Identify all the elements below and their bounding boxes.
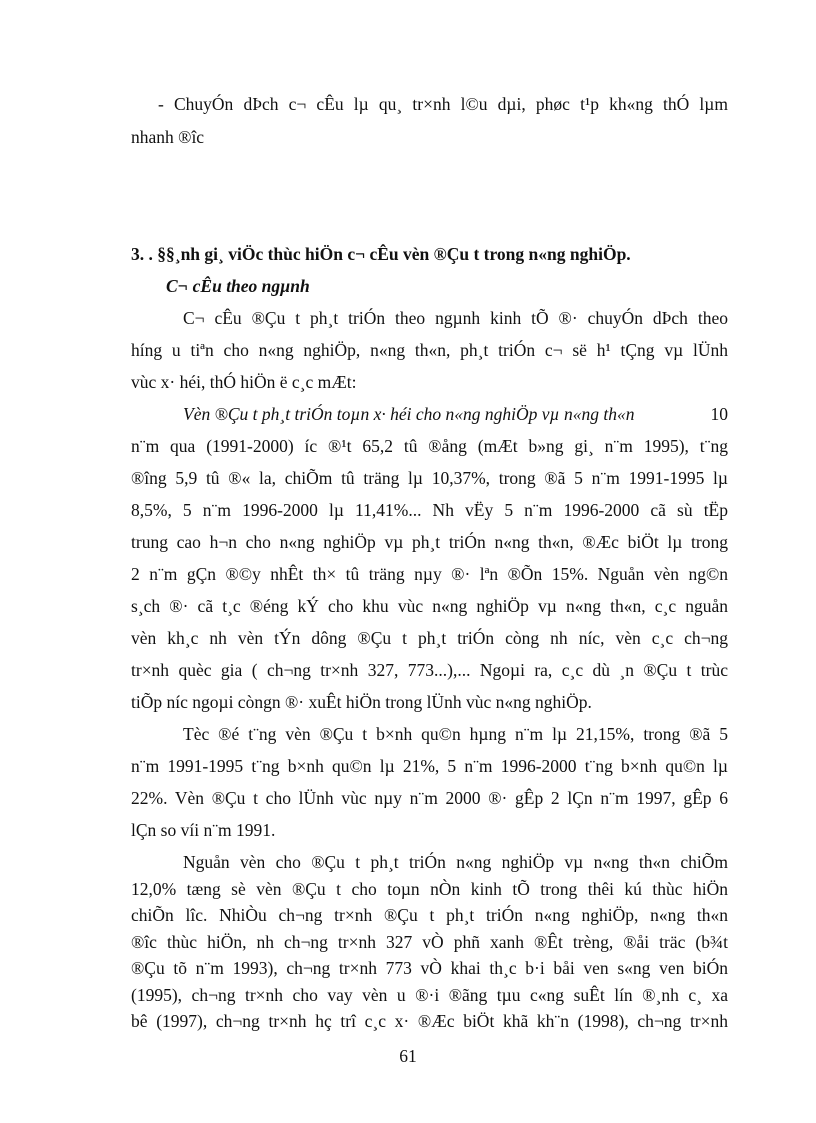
paragraph-line: ®îng 5,9 tû ®« la, chiÕm tû träng lµ 10,37%, trong ®ã 5 n¨m 1991-1995 lµ <box>131 468 728 488</box>
paragraph-line: n¨m 1991-1995 t¨ng b×nh qu©n lµ 21%, 5 n¨m 1996-2000 t¨ng b×nh qu©n lµ <box>131 756 728 776</box>
italic-lead: Vèn ®Çu t ph¸t triÓn toµn x· héi cho n«ng nghiÖp vµ n«ng th«n <box>183 404 635 424</box>
paragraph-line: n¨m qua (1991-2000) íc ®¹t 65,2 tû ®ång (mÆt b»ng gi¸ n¨m 1995), t¨ng <box>131 436 728 456</box>
paragraph-line: 12,0% tæng sè vèn ®Çu t cho toµn nÒn kinh tÕ trong thêi kú thùc hiÖn <box>131 878 728 899</box>
paragraph-line: 8,5%, 5 n¨m 1996-2000 lµ 11,41%... Nh vËy 5 n¨m 1996-2000 cã sù tËp <box>131 500 728 520</box>
paragraph-line: vùc x· héi, thÓ hiÖn ë c¸c mÆt: <box>131 372 357 392</box>
italic-lead-tail: 10 <box>710 404 728 424</box>
paragraph-line: s¸ch ®· cã t¸c ®éng kÝ cho khu vùc n«ng nghiÖp vµ n«ng th«n, c¸c nguån <box>131 596 728 616</box>
paragraph-line: ®îc thùc hiÖn, nh ch¬ng tr×nh 327 vÒ phñ xanh ®Êt trèng, ®åi träc (b¾t <box>131 931 728 952</box>
paragraph-line: 22%. Vèn ®Çu t cho lÜnh vùc nµy n¨m 2000 ®· gÊp 2 lÇn n¨m 1997, gÊp 6 <box>131 788 728 808</box>
intro-line-1: - ChuyÓn dÞch c¬ cÊu lµ qu¸ tr×nh l©u dµi, phøc t¹p kh«ng thÓ lµm <box>158 94 728 114</box>
paragraph-line: 2 n¨m gÇn ®©y nhÊt th× tû träng nµy ®· lªn ®Õn 15%. Nguån vèn ng©n <box>131 564 728 584</box>
paragraph-line: ®Çu tõ n¨m 1993), ch¬ng tr×nh 773 vÒ khai th¸c b·i båi ven s«ng ven biÓn <box>131 958 728 978</box>
paragraph-line: C¬ cÊu ®Çu t ph¸t triÓn theo ngµnh kinh tÕ ®· chuyÓn dÞch theo <box>183 308 728 328</box>
paragraph-line: trung cao h¬n cho n«ng nghiÖp vµ ph¸t triÓn n«ng th«n, ®Æc biÖt lµ trong <box>131 532 728 552</box>
section-heading: 3. . §§¸nh gi¸ viÖc thùc hiÖn c¬ cÊu vèn ®Çu t trong n«ng nghiÖp. <box>131 244 631 264</box>
paragraph-line: bê (1997), ch¬ng tr×nh hç trî c¸c x· ®Æc biÖt khã kh¨n (1998), ch¬ng tr×nh <box>131 1011 728 1031</box>
paragraph-line: híng u tiªn cho n«ng nghiÖp, n«ng th«n, ph¸t triÓn c¬ së h¹ tÇng vµ lÜnh <box>131 340 728 360</box>
paragraph-line: tr×nh quèc gia ( ch¬ng tr×nh 327, 773...),... Ngoµi ra, c¸c dù ¸n ®Çu t trùc <box>131 660 728 680</box>
paragraph-line: lÇn so víi n¨m 1991. <box>131 820 276 840</box>
paragraph-line: tiÕp níc ngoµi còngn ®· xuÊt hiÖn trong lÜnh vùc n«ng nghiÖp. <box>131 692 592 712</box>
paragraph-lead-line <box>183 404 728 425</box>
paragraph-line: Nguån vèn cho ®Çu t ph¸t triÓn n«ng nghiÖp vµ n«ng th«n chiÕm <box>183 852 728 872</box>
paragraph-line: (1995), ch¬ng tr×nh cho vay vèn u ®·i ®ãng tµu c«ng suÊt lín ®¸nh c¸ xa <box>131 984 728 1005</box>
section-subheading: C¬ cÊu theo ngµnh <box>166 276 310 296</box>
intro-line-2: nhanh ®îc <box>131 127 205 147</box>
paragraph-line: vèn kh¸c nh vèn tÝn dông ®Çu t ph¸t triÓn còng nh níc, vèn c¸c ch¬ng <box>131 628 728 648</box>
page-number: 61 <box>399 1046 417 1066</box>
paragraph-line: chiÕn lîc. NhiÒu ch¬ng tr×nh ®Çu t ph¸t triÓn n«ng nghiÖp, n«ng th«n <box>131 905 728 925</box>
paragraph-line: Tèc ®é t¨ng vèn ®Çu t b×nh qu©n hµng n¨m lµ 21,15%, trong ®ã 5 <box>183 724 728 744</box>
